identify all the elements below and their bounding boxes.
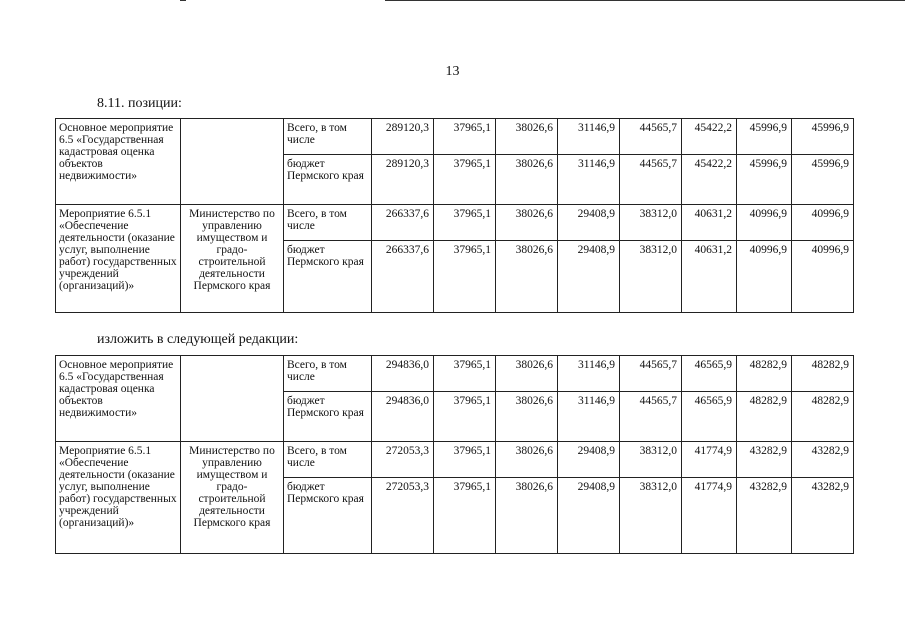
value-cell: 31146,9 xyxy=(558,119,620,155)
replace-label: изложить в следующей редакции: xyxy=(97,332,299,347)
executor-cell: Министерство по управлению имуществом и градо-строительной деятельности Пермского края xyxy=(181,205,284,313)
executor-cell: Министерство по управлению имуществом и градо-строительной деятельности Пермского края xyxy=(181,442,284,554)
value-cell: 43282,9 xyxy=(737,442,792,478)
value-cell: 266337,6 xyxy=(372,205,434,241)
page-number: 13 xyxy=(445,64,460,79)
value-cell: 45996,9 xyxy=(792,119,854,155)
value-cell: 48282,9 xyxy=(737,356,792,392)
value-cell: 29408,9 xyxy=(558,241,620,313)
value-cell: 48282,9 xyxy=(792,392,854,442)
value-cell: 289120,3 xyxy=(372,119,434,155)
activity-name-cell: Основное мероприятие 6.5 «Государственная кадастровая оценка объектов недвижимости» xyxy=(56,119,181,205)
value-cell: 40631,2 xyxy=(682,241,737,313)
value-cell: 44565,7 xyxy=(620,155,682,205)
table-row xyxy=(56,356,854,392)
value-cell: 31146,9 xyxy=(558,356,620,392)
value-cell: 37965,1 xyxy=(434,205,496,241)
executor-cell xyxy=(181,119,284,205)
value-cell: 37965,1 xyxy=(434,478,496,554)
value-cell: 38026,6 xyxy=(496,478,558,554)
value-cell: 31146,9 xyxy=(558,155,620,205)
value-cell: 41774,9 xyxy=(682,442,737,478)
section-label: 8.11. позиции: xyxy=(97,96,182,111)
value-cell: 37965,1 xyxy=(434,356,496,392)
value-cell: 289120,3 xyxy=(372,155,434,205)
funding-source-cell: бюджет Пермского края xyxy=(284,155,372,205)
value-cell: 40996,9 xyxy=(737,205,792,241)
value-cell: 38026,6 xyxy=(496,205,558,241)
value-cell: 45422,2 xyxy=(682,119,737,155)
value-cell: 38026,6 xyxy=(496,155,558,205)
funding-source-cell: бюджет Пермского края xyxy=(284,392,372,442)
value-cell: 38026,6 xyxy=(496,356,558,392)
funding-source-cell: бюджет Пермского края xyxy=(284,241,372,313)
activity-name-cell: Основное мероприятие 6.5 «Государственная кадастровая оценка объектов недвижимости» xyxy=(56,356,181,442)
top-edge-line xyxy=(385,0,905,1)
value-cell: 45996,9 xyxy=(792,155,854,205)
funding-source-cell: Всего, в том числе xyxy=(284,442,372,478)
value-cell: 44565,7 xyxy=(620,119,682,155)
value-cell: 46565,9 xyxy=(682,356,737,392)
value-cell: 37965,1 xyxy=(434,442,496,478)
value-cell: 29408,9 xyxy=(558,205,620,241)
value-cell: 38312,0 xyxy=(620,241,682,313)
value-cell: 38026,6 xyxy=(496,119,558,155)
value-cell: 29408,9 xyxy=(558,478,620,554)
value-cell: 45996,9 xyxy=(737,155,792,205)
activity-name-cell: Мероприятие 6.5.1 «Обеспечение деятельности (оказание услуг, выполнение работ) государственных учреждений (организаций)» xyxy=(56,442,181,554)
value-cell: 43282,9 xyxy=(792,442,854,478)
value-cell: 48282,9 xyxy=(737,392,792,442)
value-cell: 272053,3 xyxy=(372,442,434,478)
value-cell: 46565,9 xyxy=(682,392,737,442)
value-cell: 40996,9 xyxy=(792,205,854,241)
funding-source-cell: бюджет Пермского края xyxy=(284,478,372,554)
value-cell: 37965,1 xyxy=(434,392,496,442)
budget-table-after xyxy=(55,355,854,554)
value-cell: 40996,9 xyxy=(737,241,792,313)
value-cell: 45996,9 xyxy=(737,119,792,155)
value-cell: 38312,0 xyxy=(620,205,682,241)
value-cell: 29408,9 xyxy=(558,442,620,478)
value-cell: 37965,1 xyxy=(434,119,496,155)
top-edge-mark-left xyxy=(180,0,186,1)
value-cell: 38026,6 xyxy=(496,241,558,313)
value-cell: 43282,9 xyxy=(792,478,854,554)
value-cell: 38026,6 xyxy=(496,442,558,478)
value-cell: 37965,1 xyxy=(434,155,496,205)
value-cell: 38312,0 xyxy=(620,442,682,478)
value-cell: 294836,0 xyxy=(372,356,434,392)
value-cell: 272053,3 xyxy=(372,478,434,554)
executor-cell xyxy=(181,356,284,442)
value-cell: 40996,9 xyxy=(792,241,854,313)
table-row xyxy=(56,119,854,155)
funding-source-cell: Всего, в том числе xyxy=(284,119,372,155)
activity-name-cell: Мероприятие 6.5.1 «Обеспечение деятельности (оказание услуг, выполнение работ) государственных учреждений (организаций)» xyxy=(56,205,181,313)
value-cell: 45422,2 xyxy=(682,155,737,205)
value-cell: 31146,9 xyxy=(558,392,620,442)
value-cell: 43282,9 xyxy=(737,478,792,554)
value-cell: 38026,6 xyxy=(496,392,558,442)
value-cell: 294836,0 xyxy=(372,392,434,442)
funding-source-cell: Всего, в том числе xyxy=(284,205,372,241)
value-cell: 44565,7 xyxy=(620,356,682,392)
table-row xyxy=(56,442,854,478)
value-cell: 37965,1 xyxy=(434,241,496,313)
budget-table-before xyxy=(55,118,854,313)
value-cell: 44565,7 xyxy=(620,392,682,442)
value-cell: 266337,6 xyxy=(372,241,434,313)
table-row xyxy=(56,205,854,241)
funding-source-cell: Всего, в том числе xyxy=(284,356,372,392)
value-cell: 41774,9 xyxy=(682,478,737,554)
value-cell: 40631,2 xyxy=(682,205,737,241)
value-cell: 38312,0 xyxy=(620,478,682,554)
value-cell: 48282,9 xyxy=(792,356,854,392)
